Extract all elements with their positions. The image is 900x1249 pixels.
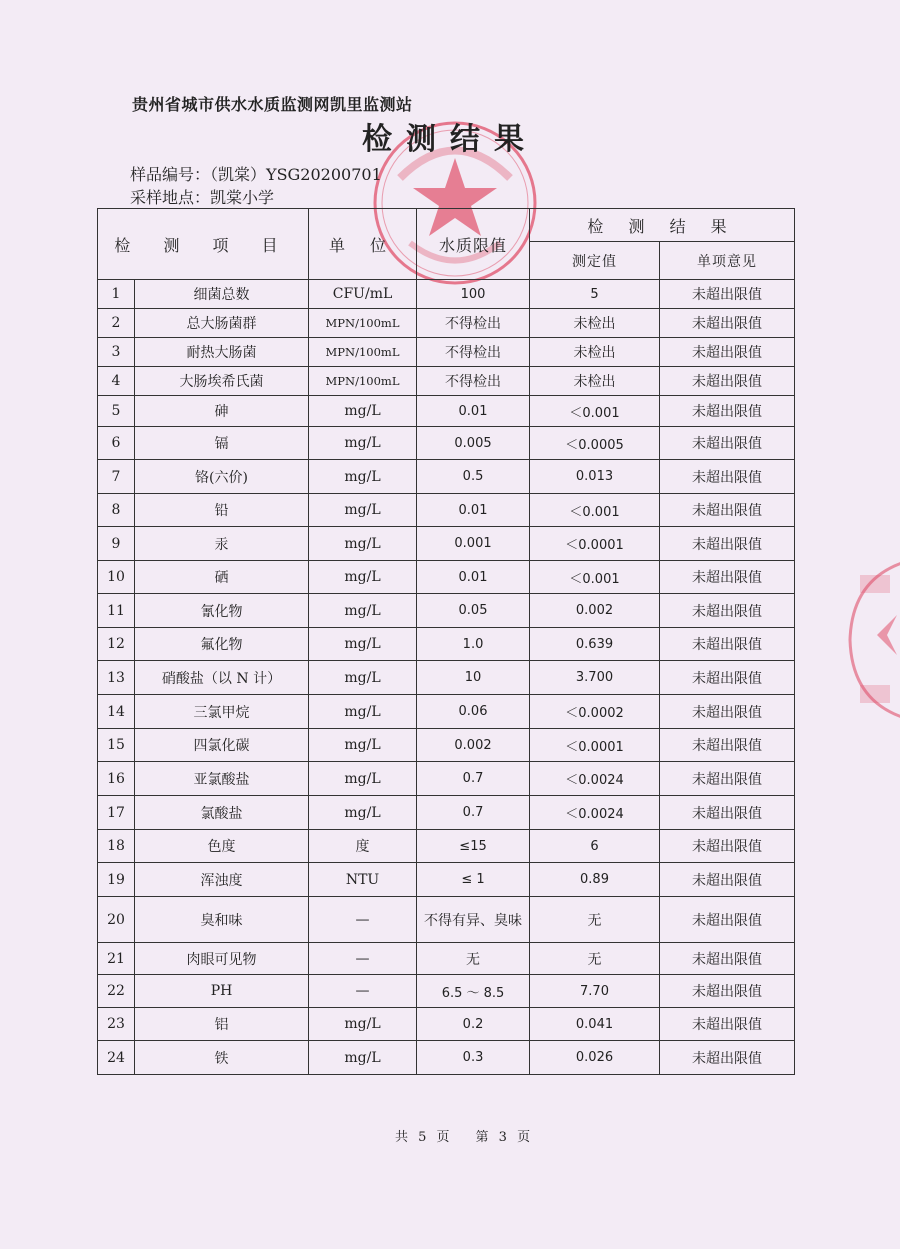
results-table xyxy=(97,208,795,1075)
row-limit: ≤ 1 xyxy=(417,863,530,897)
row-item: 铝 xyxy=(135,1008,309,1041)
row-unit: mg/L xyxy=(309,527,417,561)
row-limit: 0.01 xyxy=(417,561,530,594)
row-opinion: 未超出限值 xyxy=(660,367,795,396)
row-limit: 0.5 xyxy=(417,460,530,494)
table-row xyxy=(98,762,795,796)
table-row xyxy=(98,975,795,1008)
row-item: 铬(六价) xyxy=(135,460,309,494)
row-limit: 0.05 xyxy=(417,594,530,628)
row-number: 23 xyxy=(98,1008,135,1041)
row-item: 硒 xyxy=(135,561,309,594)
page-title: 检测结果 xyxy=(362,122,538,157)
table-row xyxy=(98,661,795,695)
row-item: 大肠埃希氏菌 xyxy=(135,367,309,396)
row-measured-value: 0.639 xyxy=(530,628,660,661)
row-unit: CFU/mL xyxy=(309,280,417,309)
row-opinion: 未超出限值 xyxy=(660,1041,795,1075)
row-unit: mg/L xyxy=(309,494,417,527)
row-number: 17 xyxy=(98,796,135,830)
row-number: 16 xyxy=(98,762,135,796)
row-number: 3 xyxy=(98,338,135,367)
sample-number: 样品编号：（凯棠）YSG20200701 xyxy=(130,165,382,184)
row-measured-value: 0.89 xyxy=(530,863,660,897)
row-number: 8 xyxy=(98,494,135,527)
row-number: 5 xyxy=(98,396,135,427)
row-item: 氯酸盐 xyxy=(135,796,309,830)
page-footer: 共 5 页 第 3 页 xyxy=(395,1130,531,1145)
table-row xyxy=(98,695,795,729)
row-item: 镉 xyxy=(135,427,309,460)
row-measured-value: 6 xyxy=(530,830,660,863)
row-unit: mg/L xyxy=(309,427,417,460)
row-opinion: 未超出限值 xyxy=(660,309,795,338)
table-row xyxy=(98,830,795,863)
row-unit: mg/L xyxy=(309,1041,417,1075)
row-item: 三氯甲烷 xyxy=(135,695,309,729)
row-limit: 0.06 xyxy=(417,695,530,729)
row-limit: 0.7 xyxy=(417,762,530,796)
row-measured-value: 0.002 xyxy=(530,594,660,628)
row-item: 四氯化碳 xyxy=(135,729,309,762)
row-item: 砷 xyxy=(135,396,309,427)
row-item: 臭和味 xyxy=(135,897,309,943)
row-number: 24 xyxy=(98,1041,135,1075)
row-item: 铅 xyxy=(135,494,309,527)
row-limit: 0.001 xyxy=(417,527,530,561)
row-item: 细菌总数 xyxy=(135,280,309,309)
row-limit: 10 xyxy=(417,661,530,695)
header-result-group: 检 测 结 果 xyxy=(530,209,795,242)
row-limit: 0.2 xyxy=(417,1008,530,1041)
row-measured-value: ＜0.0002 xyxy=(530,695,660,729)
row-number: 14 xyxy=(98,695,135,729)
row-number: 18 xyxy=(98,830,135,863)
row-unit: 度 xyxy=(309,830,417,863)
table-row xyxy=(98,1008,795,1041)
row-limit: 100 xyxy=(417,280,530,309)
row-limit: 不得有异、臭味 xyxy=(417,897,530,943)
row-opinion: 未超出限值 xyxy=(660,460,795,494)
results-body xyxy=(98,280,795,1075)
row-limit: 1.0 xyxy=(417,628,530,661)
row-limit: ≤15 xyxy=(417,830,530,863)
row-measured-value: ＜0.0024 xyxy=(530,796,660,830)
row-opinion: 未超出限值 xyxy=(660,594,795,628)
table-row xyxy=(98,494,795,527)
row-unit: — xyxy=(309,975,417,1008)
table-row xyxy=(98,561,795,594)
row-limit: 不得检出 xyxy=(417,309,530,338)
sampling-site: 采样地点：凯棠小学 xyxy=(130,188,275,207)
row-limit: 0.01 xyxy=(417,396,530,427)
row-unit: mg/L xyxy=(309,460,417,494)
row-number: 6 xyxy=(98,427,135,460)
row-item: 氟化物 xyxy=(135,628,309,661)
row-opinion: 未超出限值 xyxy=(660,943,795,975)
row-limit: 0.3 xyxy=(417,1041,530,1075)
row-measured-value: ＜0.001 xyxy=(530,494,660,527)
row-opinion: 未超出限值 xyxy=(660,796,795,830)
row-limit: 无 xyxy=(417,943,530,975)
row-opinion: 未超出限值 xyxy=(660,975,795,1008)
row-number: 10 xyxy=(98,561,135,594)
row-measured-value: 0.013 xyxy=(530,460,660,494)
table-row xyxy=(98,396,795,427)
row-unit: mg/L xyxy=(309,796,417,830)
row-item: PH xyxy=(135,975,309,1008)
row-unit: mg/L xyxy=(309,594,417,628)
row-measured-value: 0.026 xyxy=(530,1041,660,1075)
table-row xyxy=(98,367,795,396)
row-opinion: 未超出限值 xyxy=(660,280,795,309)
row-opinion: 未超出限值 xyxy=(660,729,795,762)
row-measured-value: 未检出 xyxy=(530,367,660,396)
row-number: 9 xyxy=(98,527,135,561)
row-limit: 0.005 xyxy=(417,427,530,460)
header-opinion: 单项意见 xyxy=(660,242,795,280)
row-opinion: 未超出限值 xyxy=(660,863,795,897)
row-unit: mg/L xyxy=(309,628,417,661)
row-limit: 0.01 xyxy=(417,494,530,527)
table-row xyxy=(98,594,795,628)
row-opinion: 未超出限值 xyxy=(660,427,795,460)
table-row xyxy=(98,729,795,762)
row-opinion: 未超出限值 xyxy=(660,338,795,367)
row-number: 11 xyxy=(98,594,135,628)
row-measured-value: ＜0.0005 xyxy=(530,427,660,460)
row-limit: 0.002 xyxy=(417,729,530,762)
row-number: 21 xyxy=(98,943,135,975)
row-unit: mg/L xyxy=(309,396,417,427)
row-unit: — xyxy=(309,897,417,943)
row-item: 肉眼可见物 xyxy=(135,943,309,975)
row-number: 7 xyxy=(98,460,135,494)
row-measured-value: 5 xyxy=(530,280,660,309)
row-number: 4 xyxy=(98,367,135,396)
row-unit: MPN/100mL xyxy=(309,367,417,396)
row-measured-value: ＜0.001 xyxy=(530,396,660,427)
edge-seal-icon xyxy=(842,555,900,725)
row-number: 15 xyxy=(98,729,135,762)
row-item: 浑浊度 xyxy=(135,863,309,897)
table-row xyxy=(98,897,795,943)
row-measured-value: 3.700 xyxy=(530,661,660,695)
organization-name: 贵州省城市供水水质监测网凯里监测站 xyxy=(132,95,413,114)
row-opinion: 未超出限值 xyxy=(660,527,795,561)
row-measured-value: ＜0.001 xyxy=(530,561,660,594)
row-limit: 不得检出 xyxy=(417,338,530,367)
row-item: 亚氯酸盐 xyxy=(135,762,309,796)
table-row xyxy=(98,1041,795,1075)
table-row xyxy=(98,338,795,367)
row-item: 汞 xyxy=(135,527,309,561)
row-opinion: 未超出限值 xyxy=(660,897,795,943)
row-measured-value: ＜0.0001 xyxy=(530,527,660,561)
row-number: 22 xyxy=(98,975,135,1008)
row-opinion: 未超出限值 xyxy=(660,661,795,695)
row-unit: MPN/100mL xyxy=(309,309,417,338)
table-row xyxy=(98,460,795,494)
row-opinion: 未超出限值 xyxy=(660,1008,795,1041)
row-unit: mg/L xyxy=(309,1008,417,1041)
row-limit: 不得检出 xyxy=(417,367,530,396)
header-unit: 单 位 xyxy=(309,209,417,280)
table-row xyxy=(98,628,795,661)
row-unit: mg/L xyxy=(309,729,417,762)
row-limit: 0.7 xyxy=(417,796,530,830)
row-measured-value: 0.041 xyxy=(530,1008,660,1041)
row-number: 13 xyxy=(98,661,135,695)
row-number: 2 xyxy=(98,309,135,338)
table-row xyxy=(98,943,795,975)
table-row xyxy=(98,527,795,561)
table-row xyxy=(98,309,795,338)
row-opinion: 未超出限值 xyxy=(660,494,795,527)
row-unit: mg/L xyxy=(309,561,417,594)
row-unit: NTU xyxy=(309,863,417,897)
row-item: 铁 xyxy=(135,1041,309,1075)
row-measured-value: 无 xyxy=(530,943,660,975)
row-measured-value: 7.70 xyxy=(530,975,660,1008)
row-number: 1 xyxy=(98,280,135,309)
row-opinion: 未超出限值 xyxy=(660,695,795,729)
row-item: 耐热大肠菌 xyxy=(135,338,309,367)
row-number: 20 xyxy=(98,897,135,943)
row-number: 12 xyxy=(98,628,135,661)
row-measured-value: ＜0.0024 xyxy=(530,762,660,796)
row-number: 19 xyxy=(98,863,135,897)
row-unit: — xyxy=(309,943,417,975)
row-opinion: 未超出限值 xyxy=(660,762,795,796)
row-measured-value: 未检出 xyxy=(530,338,660,367)
row-item: 总大肠菌群 xyxy=(135,309,309,338)
row-opinion: 未超出限值 xyxy=(660,830,795,863)
table-row xyxy=(98,863,795,897)
header-measured: 测定值 xyxy=(530,242,660,280)
row-limit: 6.5 ～ 8.5 xyxy=(417,975,530,1008)
row-unit: mg/L xyxy=(309,695,417,729)
row-item: 氰化物 xyxy=(135,594,309,628)
row-opinion: 未超出限值 xyxy=(660,628,795,661)
header-item: 检 测 项 目 xyxy=(98,209,309,280)
row-measured-value: 无 xyxy=(530,897,660,943)
row-item: 色度 xyxy=(135,830,309,863)
row-measured-value: ＜0.0001 xyxy=(530,729,660,762)
row-unit: MPN/100mL xyxy=(309,338,417,367)
row-opinion: 未超出限值 xyxy=(660,561,795,594)
table-row xyxy=(98,427,795,460)
row-unit: mg/L xyxy=(309,762,417,796)
row-unit: mg/L xyxy=(309,661,417,695)
table-row xyxy=(98,796,795,830)
header-limit: 水质限值 xyxy=(417,209,530,280)
row-measured-value: 未检出 xyxy=(530,309,660,338)
table-row xyxy=(98,280,795,309)
row-opinion: 未超出限值 xyxy=(660,396,795,427)
row-item: 硝酸盐（以 N 计） xyxy=(135,661,309,695)
